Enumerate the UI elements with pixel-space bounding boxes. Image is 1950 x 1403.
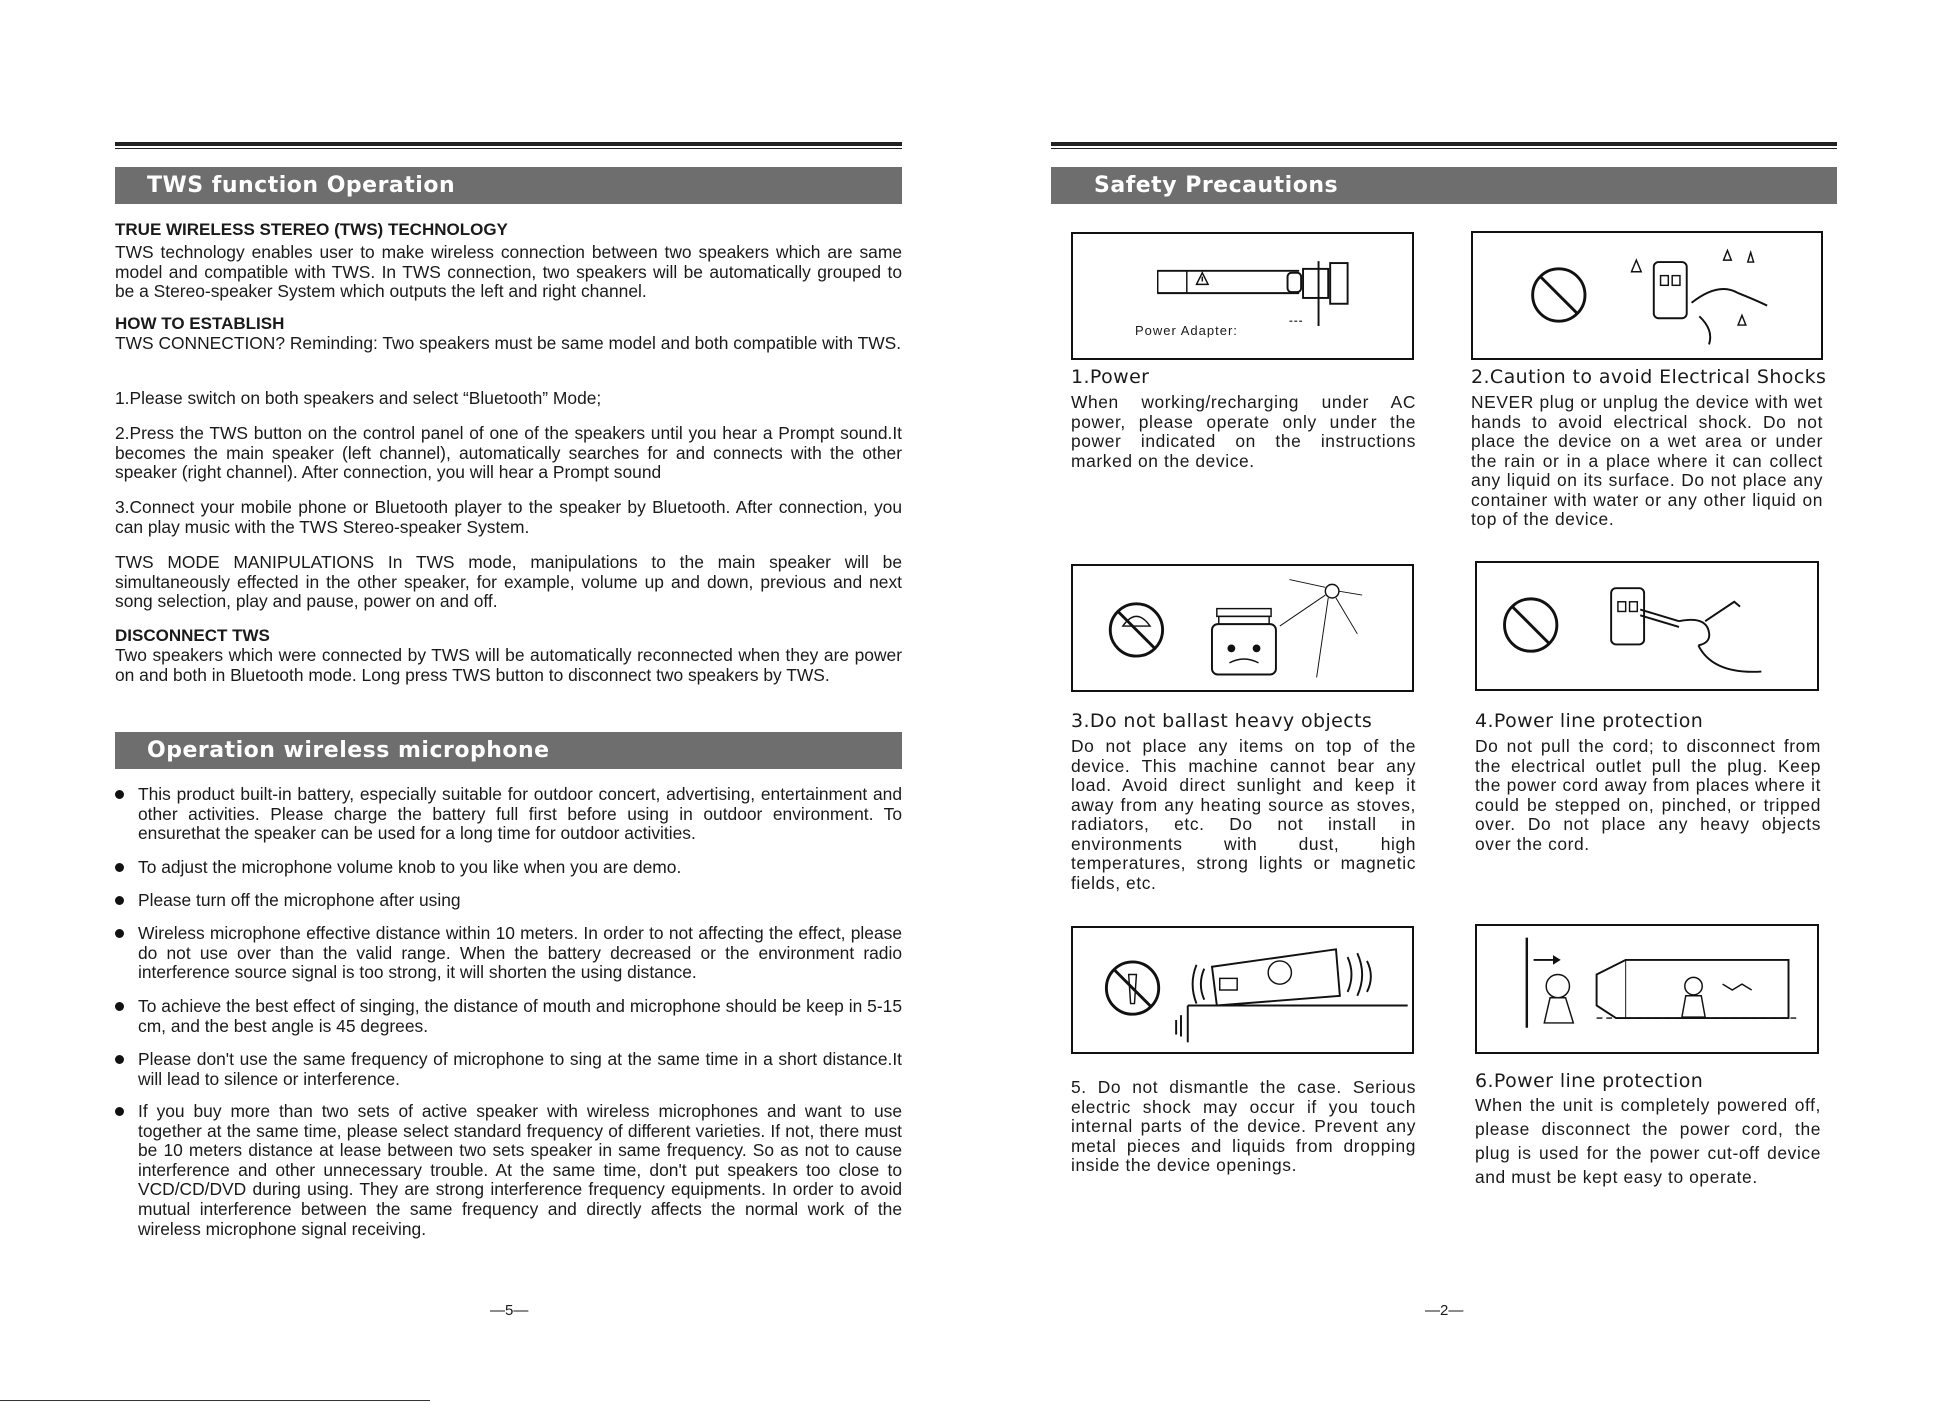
wet-hands-illustration <box>1471 231 1823 360</box>
list-item: Please turn off the microphone after using <box>115 891 902 911</box>
list-item: To adjust the microphone volume knob to you like when you are demo. <box>115 858 902 878</box>
bullet-icon <box>115 1055 124 1064</box>
precaution-1-body: When working/recharging under AC power, please operate only under the power indicated on the instructions marked on the device. <box>1071 392 1416 471</box>
bullet-icon <box>115 1002 124 1011</box>
power-adapter-illustration <box>1071 232 1414 360</box>
paragraph-disconnect: Two speakers which were connected by TWS will be automatically reconnected when they are power on and both in Bluetooth mode. Long press TWS button to disconnect two speakers by TWS. <box>115 645 902 685</box>
power-cord-pull-illustration <box>1475 561 1819 691</box>
step-3: 3.Connect your mobile phone or Bluetooth player to the speaker by Bluetooth. After connection, you can play music with the TWS Stereo-speaker System. <box>115 497 902 537</box>
precaution-4-title: 4.Power line protection <box>1475 710 1704 732</box>
bullet-icon <box>115 896 124 905</box>
heading-disconnect-tws: DISCONNECT TWS <box>115 626 270 645</box>
section-header-microphone: Operation wireless microphone <box>115 732 902 769</box>
precaution-5-body: 5. Do not dismantle the case. Serious electric shock may occur if you touch internal parts of the device. Prevent any metal pieces and liquids from dropping inside the device openings. <box>1071 1077 1416 1175</box>
power-off-illustration <box>1475 924 1819 1054</box>
section-header-tws: TWS function Operation <box>115 167 902 204</box>
precaution-6-body: When the unit is completely powered off, please disconnect the power cord, the plug is used for the power cut-off device and must be kept easy to operate. <box>1475 1095 1821 1187</box>
step-1: 1.Please switch on both speakers and select “Bluetooth” Mode; <box>115 388 602 408</box>
list-item: Please don't use the same frequency of microphone to sing at the same time in a short distance.It will lead to silence or interference. <box>115 1050 902 1089</box>
precaution-6-title: 6.Power line protection <box>1475 1070 1704 1092</box>
bullet-icon <box>115 1107 124 1116</box>
page-number: —5— <box>490 1302 529 1319</box>
top-rule <box>1051 142 1837 149</box>
bullet-icon <box>115 790 124 799</box>
precaution-3-title: 3.Do not ballast heavy objects <box>1071 710 1373 732</box>
right-page <box>1051 0 1837 1403</box>
precaution-2-title: 2.Caution to avoid Electrical Shocks <box>1471 366 1827 388</box>
section-header-safety: Safety Precautions <box>1051 167 1837 204</box>
precaution-3-body: Do not place any items on top of the device. This machine cannot bear any load. Avoid direct sunlight and keep it away from any heating source as stoves, radiators, etc. Do not install in environments with dust, high temperatures, strong lights or magnetic fields, etc. <box>1071 736 1416 893</box>
dismantle-case-illustration <box>1071 926 1414 1054</box>
heavy-objects-illustration <box>1071 564 1414 692</box>
bullet-icon <box>115 863 124 872</box>
power-adapter-label: Power Adapter: <box>1135 323 1238 338</box>
heading-how-to-establish: HOW TO ESTABLISH <box>115 314 285 333</box>
paragraph-tws-intro: TWS technology enables user to make wireless connection between two speakers which are same model and compatible with TWS. In TWS connection, two speakers will be automatically grouped to be a Stereo-speaker System which outputs the left and right channel. <box>115 242 902 302</box>
bottom-cut-line <box>0 1400 430 1401</box>
list-item: This product built-in battery, especially suitable for outdoor concert, advertising, entertainment and other activities. Please charge the battery full first before using in outdoor environment. To ensurethat the speaker can be used for a long time for outdoor activities. <box>115 785 902 844</box>
precaution-2-body: NEVER plug or unplug the device with wet hands to avoid electrical shock. Do not place the device on a wet area or under the rain or in a place where it can collect any liquid on its surface. Do not place any container with water or any other liquid on top of the device. <box>1471 392 1823 529</box>
precaution-1-title: 1.Power <box>1071 366 1150 388</box>
list-item: Wireless microphone effective distance within 10 meters. In order to not affecting the effect, please do not use over than the valid range. When the battery decreased or the environment radio interference source signal is too strong, it will shorten the using distance. <box>115 924 902 983</box>
heading-tws-technology: TRUE WIRELESS STEREO (TWS) TECHNOLOGY <box>115 220 508 239</box>
top-rule <box>115 142 902 149</box>
page-number: —2— <box>1425 1302 1464 1319</box>
bullet-icon <box>115 929 124 938</box>
step-2: 2.Press the TWS button on the control panel of one of the speakers until you hear a Prompt sound.It becomes the main speaker (left channel), automatically searches for and connects with the other speaker (right channel). After connection, you will hear a Prompt sound <box>115 423 902 483</box>
left-page <box>115 0 902 1403</box>
paragraph-tws-mode: TWS MODE MANIPULATIONS In TWS mode, manipulations to the main speaker will be simultaneously effected in the other speaker, for example, volume up and down, previous and next song selection, play and pause, power on and off. <box>115 552 902 612</box>
list-item: If you buy more than two sets of active speaker with wireless microphones and want to use together at the same time, please select standard frequency of different varieties. If not, there must be 10 meters distance at lease between two sets speaker in same frequency. So as not to cause interference and other unnecessary trouble. At the same time, don't put speakers too close to VCD/CD/DVD during using. They are strong interference frequency equipments. In order to avoid mutual interference between the same frequency and directly affects the normal work of the wireless microphone signal receiving. <box>115 1102 902 1239</box>
precaution-4-body: Do not pull the cord; to disconnect from the electrical outlet pull the plug. Keep the power cord away from places where it could be stepped on, pinched, or tripped over. Do not place any heavy objects over the cord. <box>1475 736 1821 854</box>
paragraph-tws-reminding: TWS CONNECTION? Reminding: Two speakers must be same model and both compatible with TWS. <box>115 333 902 353</box>
list-item: To achieve the best effect of singing, the distance of mouth and microphone should be keep in 5-15 cm, and the best angle is 45 degrees. <box>115 997 902 1036</box>
